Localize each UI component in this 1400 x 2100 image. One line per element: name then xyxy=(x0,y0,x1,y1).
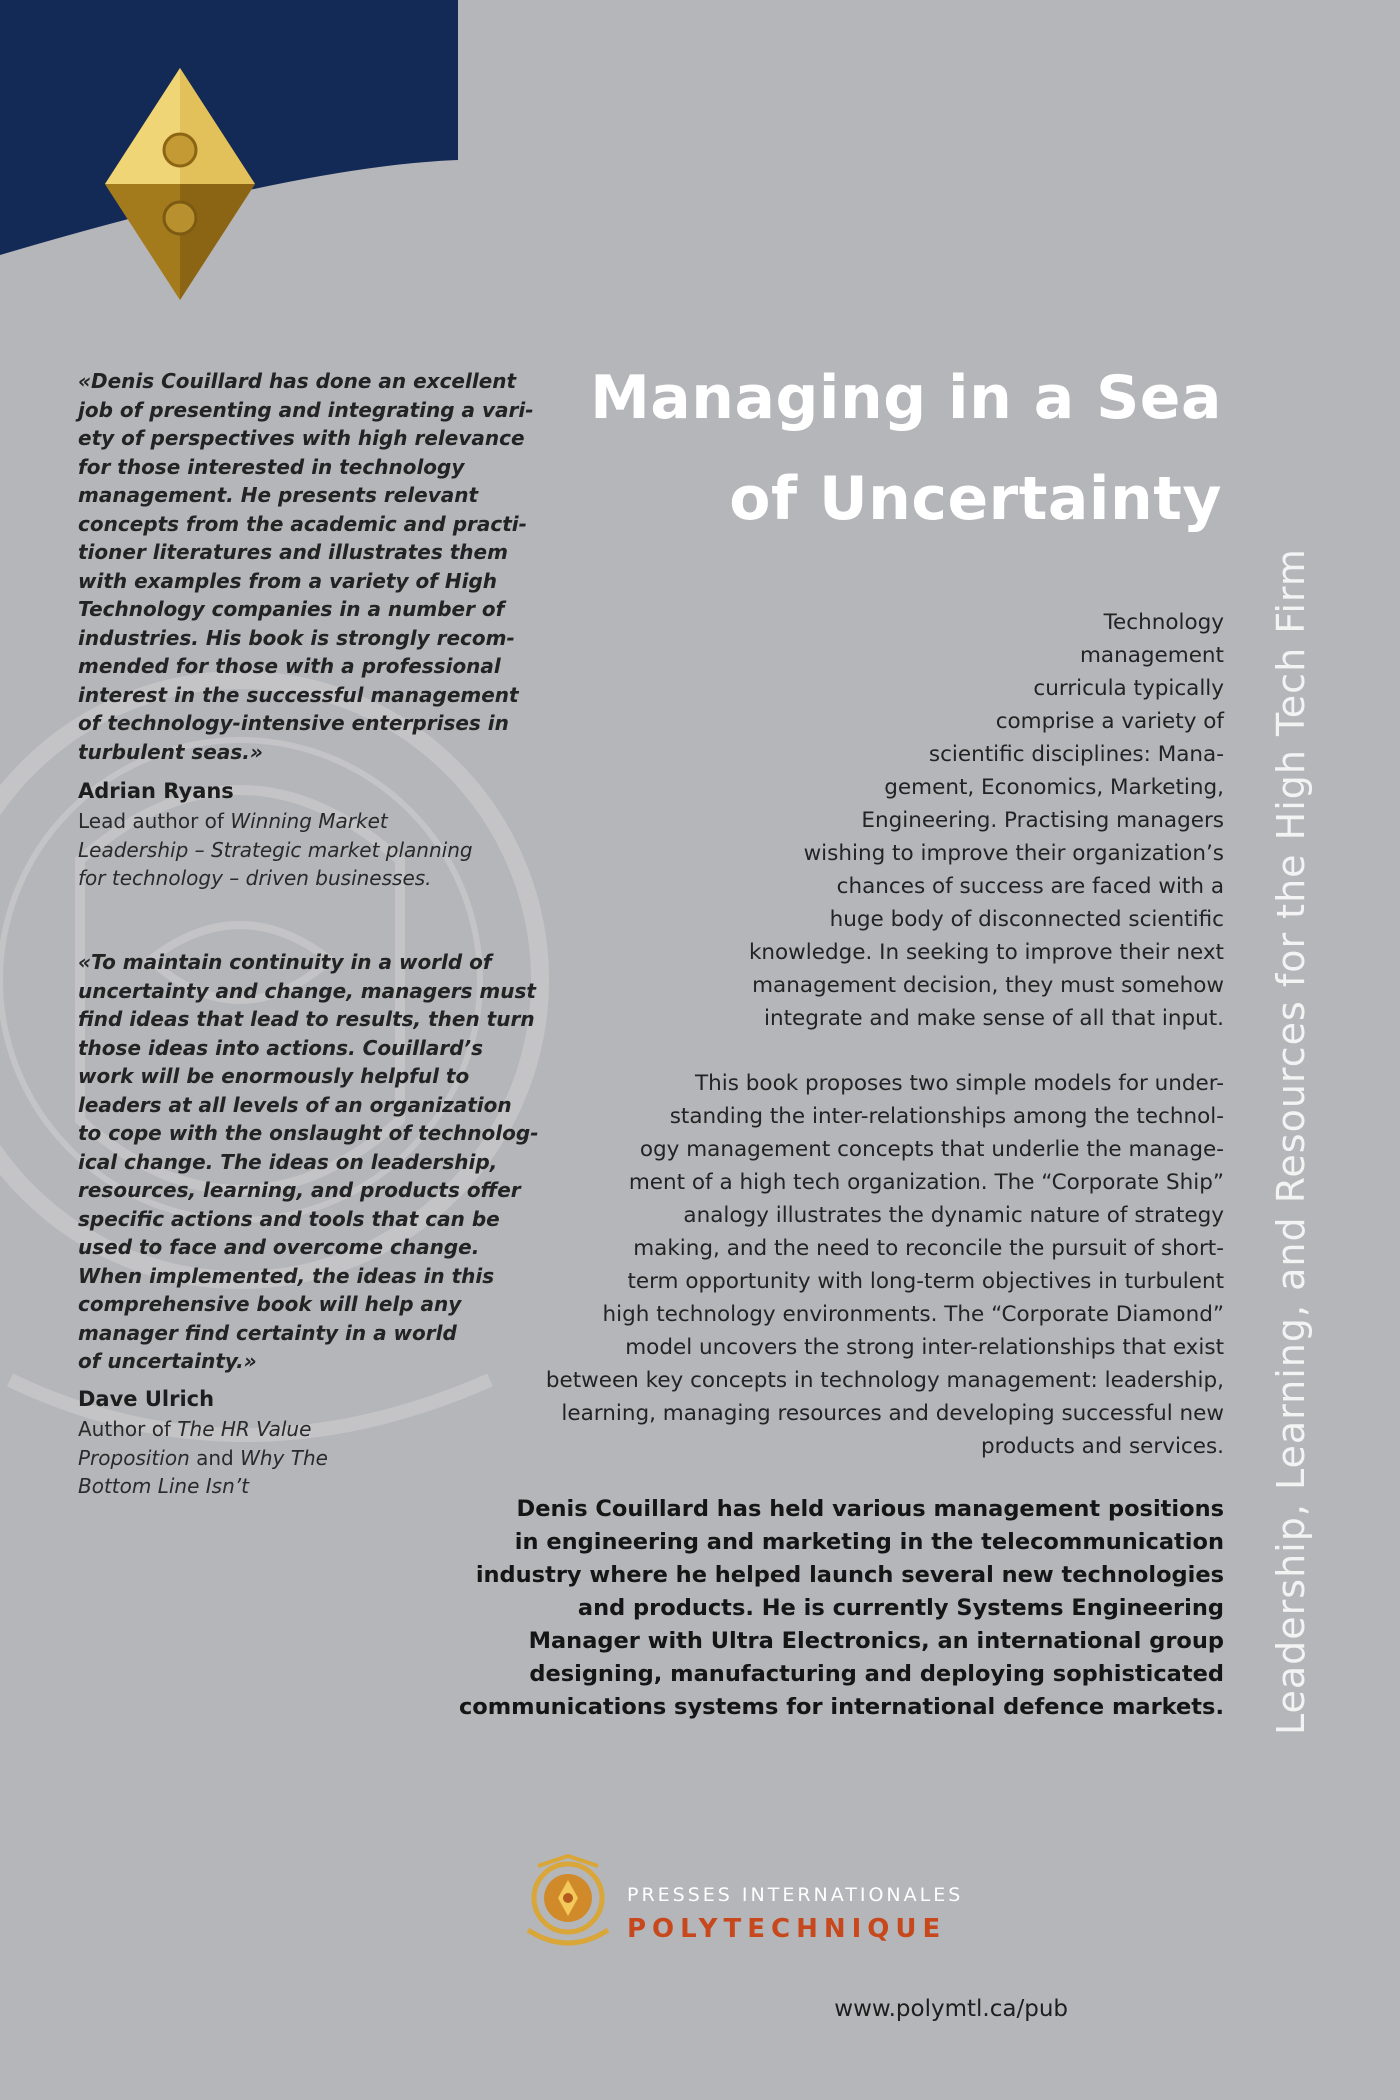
quote-line: manager find certainty in a world xyxy=(78,1320,457,1345)
paragraph-line: Engineering. Practising managers xyxy=(861,808,1224,833)
publisher-name-line2: POLYTECHNIQUE xyxy=(627,1914,947,1944)
quote-line: uncertainty and change, managers must xyxy=(78,978,536,1003)
paragraph-line: knowledge. In seeking to improve their next xyxy=(748,940,1224,965)
quote-line: tioner literatures and illustrates them xyxy=(78,540,508,564)
paragraph-line: integrate and make sense of all that input. xyxy=(763,1006,1224,1031)
role-prefix: Lead author of xyxy=(78,809,231,833)
paragraph-line: management xyxy=(1079,643,1224,668)
paragraph-line: chances of success are faced with a xyxy=(836,874,1224,899)
paragraph-line: gement, Economics, Marketing, xyxy=(884,775,1224,800)
paragraph-line: high technology environments. The “Corporate Diamond” xyxy=(602,1302,1224,1327)
paragraph-line: management decision, they must somehow xyxy=(752,973,1224,998)
quote-line: «To maintain continuity in a world of xyxy=(78,950,492,974)
description-paragraph-2 xyxy=(546,1067,1224,1463)
quote-line: resources, learning, and products offer xyxy=(78,1178,521,1202)
quote-line: for those interested in technology xyxy=(78,454,465,479)
quote-line: used to face and overcome change. xyxy=(78,1235,480,1259)
description-paragraph-1 xyxy=(749,606,1224,1035)
bio-line: designing, manufacturing and deploying sophisticated xyxy=(529,1661,1224,1687)
gold-diamond-logo xyxy=(105,68,255,300)
paragraph-line: between key concepts in technology management: leadership, xyxy=(545,1368,1224,1393)
quote-line: comprehensive book will help any xyxy=(78,1292,462,1316)
paragraph-line: curricula typically xyxy=(1033,676,1224,701)
quote-line: «Denis Couillard has done an excellent xyxy=(78,369,517,393)
endorsement-quote-2 xyxy=(78,948,538,1376)
quote-line: management. He presents relevant xyxy=(78,483,479,507)
quote-line: Technology companies in a number of xyxy=(78,597,505,621)
book-reference: The HR Value xyxy=(177,1417,312,1441)
publisher-url[interactable]: www.polymtl.ca/pub xyxy=(834,1996,1068,2022)
book-reference: Proposition xyxy=(78,1445,190,1470)
book-title xyxy=(462,348,1222,550)
paragraph-line: ogy management concepts that underlie the manage- xyxy=(639,1137,1224,1162)
book-reference: Leadership – Strategic market planning xyxy=(78,837,473,862)
quote-line: specific actions and tools that can be xyxy=(78,1206,500,1231)
title-line-1: Managing in a Sea xyxy=(590,363,1222,433)
title-line-2: of Uncertainty xyxy=(729,464,1222,534)
quote-line: of uncertainty.» xyxy=(78,1349,257,1373)
quote-line: concepts from the academic and practi- xyxy=(78,511,527,536)
quote-line: with examples from a variety of High xyxy=(78,568,497,593)
bio-line: Denis Couillard has held various management positions xyxy=(516,1496,1224,1522)
paragraph-line: products and services. xyxy=(980,1434,1224,1459)
publisher-name-line1: PRESSES INTERNATIONALES xyxy=(627,1884,964,1906)
quote-line: leaders at all levels of an organization xyxy=(78,1092,512,1117)
quote-line: turbulent seas.» xyxy=(78,739,263,764)
publisher-emblem-icon xyxy=(520,1852,616,1962)
quote-line: find ideas that lead to results, then turn xyxy=(78,1007,535,1031)
quote-line: When implemented, the ideas in this xyxy=(78,1263,495,1288)
paragraph-line: scientific disciplines: Mana- xyxy=(928,742,1224,767)
quote-line: work will be enormously helpful to xyxy=(78,1064,470,1088)
bio-line: communications systems for international defence markets. xyxy=(458,1694,1224,1720)
quote-line: to cope with the onslaught of technolog- xyxy=(78,1121,539,1145)
paragraph-line: analogy illustrates the dynamic nature of strategy xyxy=(683,1203,1224,1228)
quote-line: of technology-intensive enterprises in xyxy=(78,711,509,735)
paragraph-line: making, and the need to reconcile the pursuit of short- xyxy=(633,1236,1224,1261)
paragraph-line: ment of a high tech organization. The “Corporate Ship” xyxy=(628,1170,1224,1195)
paragraph-line: Technology xyxy=(1103,610,1224,635)
publisher-logo xyxy=(520,1852,1080,1962)
endorser-name-2: Dave Ulrich xyxy=(78,1387,215,1411)
bio-line: Manager with Ultra Electronics, an international group xyxy=(528,1628,1224,1654)
quote-line: interest in the successful management xyxy=(78,682,519,707)
endorser-role-2 xyxy=(78,1415,328,1501)
role-and: and xyxy=(189,1445,241,1470)
bio-line: industry where he helped launch several new technologies xyxy=(475,1562,1224,1588)
paragraph-line: This book proposes two simple models for under- xyxy=(695,1071,1224,1096)
book-reference: Why The xyxy=(240,1445,328,1470)
paragraph-line: learning, managing resources and developing successful new xyxy=(561,1401,1224,1426)
book-reference: for technology – driven businesses. xyxy=(78,866,432,890)
paragraph-line: standing the inter-relationships among the technol- xyxy=(669,1104,1224,1129)
role-prefix: Author of xyxy=(78,1417,178,1441)
quote-line: job of presenting and integrating a vari- xyxy=(78,397,534,422)
endorsement-quote-1 xyxy=(78,367,538,766)
book-reference: Winning Market xyxy=(230,809,388,833)
author-bio xyxy=(459,1493,1224,1724)
quote-line: mended for those with a professional xyxy=(78,654,501,678)
paragraph-line: comprise a variety of xyxy=(995,709,1224,734)
book-subtitle: Leadership, Learning, and Resources for the High Tech Firm xyxy=(1269,548,1313,1735)
quote-line: ical change. The ideas on leadership, xyxy=(78,1149,498,1174)
paragraph-line: model uncovers the strong inter-relationships that exist xyxy=(625,1335,1224,1360)
quote-line: industries. His book is strongly recom- xyxy=(78,625,515,650)
paragraph-line: term opportunity with long-term objectives in turbulent xyxy=(627,1269,1224,1294)
bio-line: and products. He is currently Systems Engineering xyxy=(577,1595,1224,1621)
endorser-name-1: Adrian Ryans xyxy=(78,779,234,803)
endorser-role-1 xyxy=(78,807,473,893)
paragraph-line: huge body of disconnected scientific xyxy=(829,907,1224,932)
quote-line: ety of perspectives with high relevance xyxy=(78,426,525,450)
book-reference: Bottom Line Isn’t xyxy=(78,1474,249,1498)
bio-line: in engineering and marketing in the telecommunication xyxy=(514,1529,1224,1555)
quote-line: those ideas into actions. Couillard’s xyxy=(78,1035,484,1060)
paragraph-line: wishing to improve their organization’s xyxy=(803,841,1224,866)
